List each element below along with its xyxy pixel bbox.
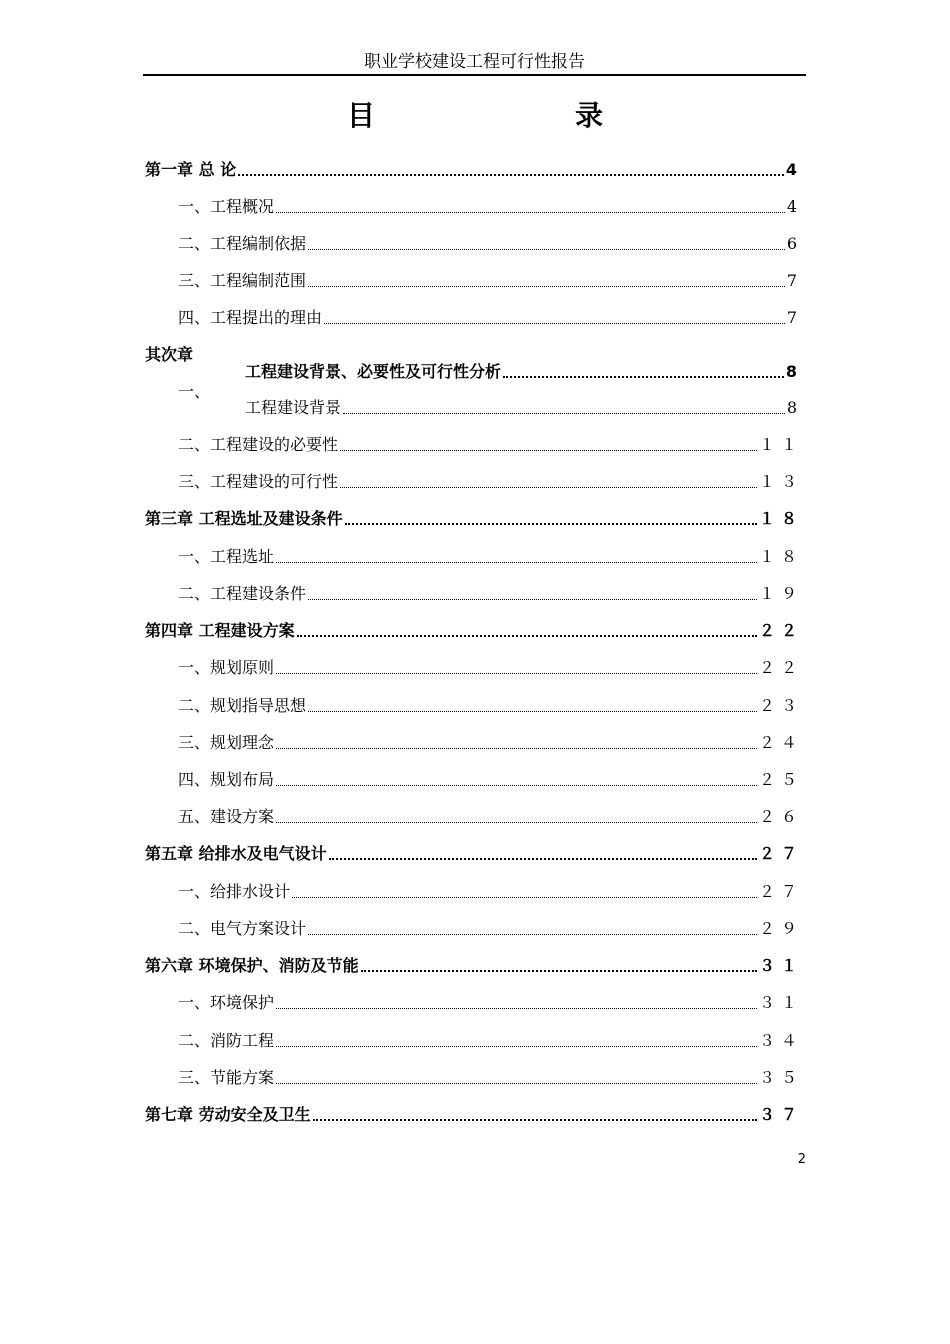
toc-chapter-5[interactable] [145,842,803,866]
toc-chapter-label: 第六章 环境保护、消防及节能 [145,956,359,975]
toc-leader-dots [276,777,757,786]
toc-entry-label: 四、工程提出的理由 [178,308,323,327]
toc-leader-dots [340,442,757,451]
toc-entry[interactable] [178,232,803,256]
toc-entry[interactable] [178,656,803,680]
toc-page-number: １８ [758,547,803,566]
toc-entry-label: 二、工程建设的必要性 [178,435,339,454]
toc-page-number: 7 [786,271,803,290]
toc-entry-label: 工程建设背景 [245,398,342,417]
toc-page-number: 6 [786,234,803,253]
toc-page-number: １３ [758,472,803,491]
toc-chapter-2[interactable] [245,360,803,384]
toc-entry-label: 三、节能方案 [178,1068,275,1087]
toc-entry[interactable] [178,880,803,904]
toc-leader-dots [276,204,785,213]
toc-chapter-label: 第一章 总 论 [145,160,237,179]
toc-leader-dots [276,1038,757,1047]
toc-chapter-7[interactable] [145,1103,803,1127]
toc-entry-label: 三、工程编制范围 [178,271,307,290]
toc-entry[interactable] [178,582,803,606]
toc-entry-label: 五、建设方案 [178,807,275,826]
toc-entry-label: 二、电气方案设计 [178,919,307,938]
toc-leader-dots [308,591,757,600]
toc-chapter-label: 第七章 劳动安全及卫生 [145,1105,311,1124]
toc-chapter-label: 第三章 工程选址及建设条件 [145,509,343,528]
toc-chapter-label: 第五章 给排水及电气设计 [145,844,327,863]
toc-chapter-3[interactable] [145,507,803,531]
toc-page-number: ２６ [758,807,803,826]
toc-page-number: 8 [786,398,803,417]
toc-entry-label: 一、规划原则 [178,658,275,677]
toc-page-number: １１ [758,435,803,454]
toc-leader-dots [276,814,757,823]
toc-leader-dots [345,515,757,525]
toc-entry-label: 一、环境保护 [178,993,275,1012]
toc-leader-dots [340,479,757,488]
toc-page-number: ２３ [758,696,803,715]
toc-leader-dots [308,926,757,935]
toc-chapter-2-number: 其次章 [145,345,194,364]
toc-leader-dots [361,962,757,972]
toc-entry[interactable] [178,1066,803,1090]
toc-entry[interactable] [178,805,803,829]
toc-page-number: ３４ [758,1031,803,1050]
toc-leader-dots [292,889,757,898]
toc-entry-label: 一、工程选址 [178,547,275,566]
toc-page-number: ３７ [758,1105,803,1124]
toc-leader-dots [276,740,757,749]
toc-leader-dots [297,627,757,637]
toc-chapter-label: 工程建设背景、必要性及可行性分析 [245,362,502,381]
toc-leader-dots [343,405,785,414]
toc-entry[interactable] [178,195,803,219]
toc-page-number: ２７ [758,882,803,901]
toc-leader-dots [276,1000,757,1009]
toc-entry[interactable] [178,269,803,293]
toc-leader-dots [276,554,757,563]
toc-entry[interactable] [178,917,803,941]
toc-entry[interactable] [178,694,803,718]
toc-leader-dots [313,1111,757,1121]
toc-page-number: 4 [785,160,803,179]
toc-page-number: ２７ [758,844,803,863]
toc-entry[interactable] [178,991,803,1015]
toc-entry[interactable] [178,1029,803,1053]
toc-entry-label: 二、消防工程 [178,1031,275,1050]
toc-entry[interactable] [178,470,803,494]
toc-entry-number: 一、 [178,382,211,401]
toc-page-number: ２５ [758,770,803,789]
toc-entry[interactable] [178,545,803,569]
toc-entry-label: 三、工程建设的可行性 [178,472,339,491]
toc-page-number: ３１ [758,993,803,1012]
toc-entry[interactable] [178,306,803,330]
toc-entry-label: 三、规划理念 [178,733,275,752]
toc-page-number: ２２ [758,621,803,640]
toc-entry[interactable] [178,731,803,755]
page-header: 职业学校建设工程可行性报告 [143,50,806,76]
toc-leader-dots [276,665,757,674]
toc-leader-dots [308,278,785,287]
toc-leader-dots [324,315,785,324]
toc-page-number: １８ [758,509,803,528]
toc-leader-dots [329,850,757,860]
toc-entry-label: 二、工程建设条件 [178,584,307,603]
toc-leader-dots [308,241,785,250]
toc-page-number: ２２ [758,658,803,677]
toc-leader-dots [276,1075,757,1084]
toc-page-number: ３１ [758,956,803,975]
toc-chapter-6[interactable] [145,954,803,978]
toc-page-number: 8 [785,362,803,381]
toc-leader-dots [503,368,784,378]
toc-chapter-4[interactable] [145,619,803,643]
page-title: 目 录 [346,99,651,132]
toc-page-number: 4 [786,197,803,216]
toc-leader-dots [238,166,784,176]
toc-entry-label: 一、工程概况 [178,197,275,216]
toc-leader-dots [308,703,757,712]
toc-chapter-1[interactable] [145,158,803,182]
toc-entry[interactable] [245,396,803,420]
toc-entry-label: 一、给排水设计 [178,882,291,901]
toc-entry-label: 二、规划指导思想 [178,696,307,715]
page-number-footer: 2 [797,1152,806,1167]
toc-page-number: ２４ [758,733,803,752]
toc-entry-label: 二、工程编制依据 [178,234,307,253]
toc-page-number: １９ [758,584,803,603]
toc-page-number: 7 [786,308,803,327]
toc-page-number: ３５ [758,1068,803,1087]
toc-chapter-label: 第四章 工程建设方案 [145,621,295,640]
toc-page-number: ２９ [758,919,803,938]
toc-entry[interactable] [178,433,803,457]
toc-entry[interactable] [178,768,803,792]
toc-entry-label: 四、规划布局 [178,770,275,789]
